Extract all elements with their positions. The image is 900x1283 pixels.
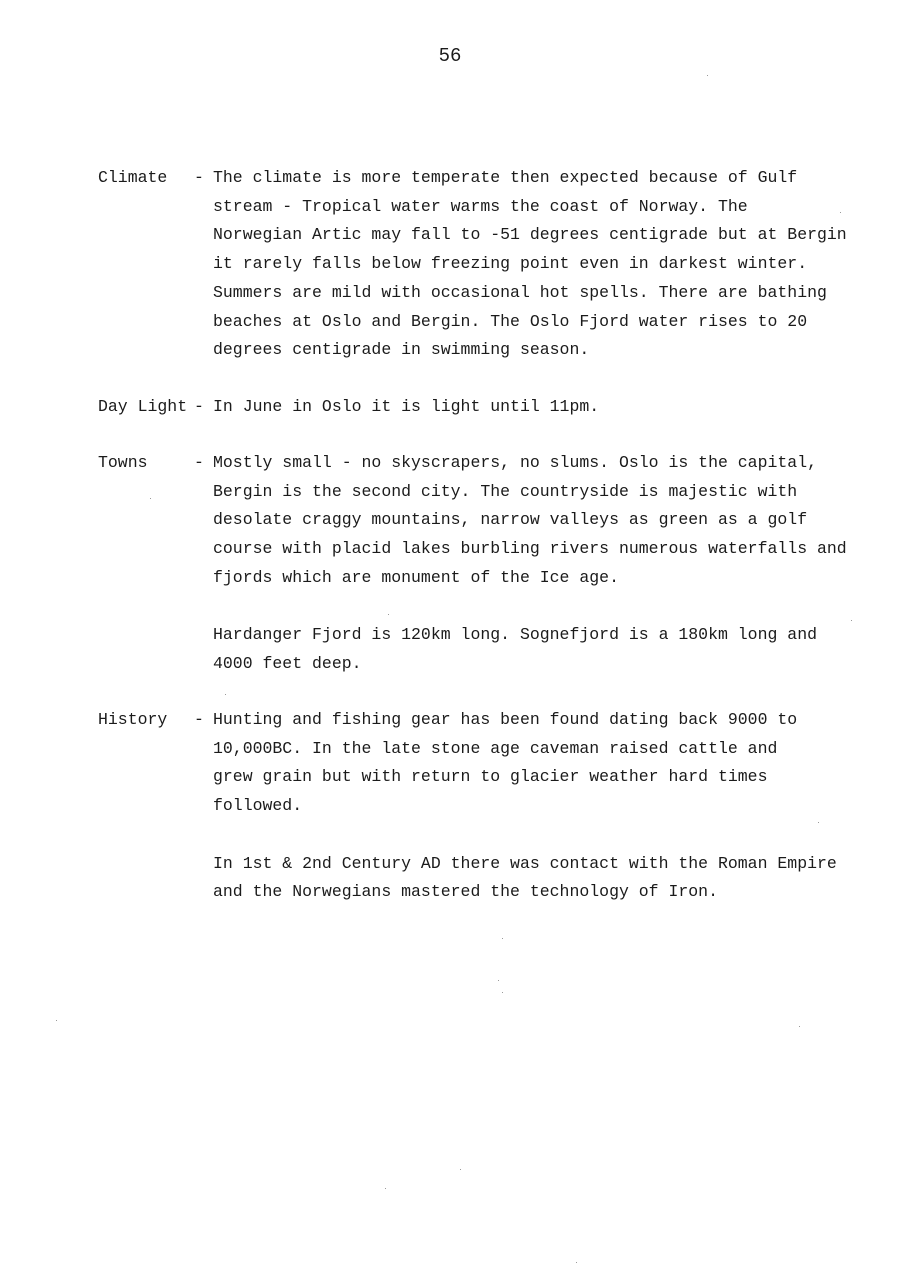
paragraph — [213, 449, 847, 593]
paragraph — [213, 850, 838, 907]
text-line: fjords which are monument of the Ice age. — [213, 567, 619, 587]
text-line: 10,000BC. In the late stone age caveman raised cattle and — [213, 738, 778, 758]
text-line: stream - Tropical water warms the coast of Norway. The — [213, 196, 748, 216]
page-number: 56 — [438, 45, 462, 67]
scan-speck — [150, 498, 151, 499]
scan-speck — [498, 980, 499, 981]
text-line: it rarely falls below freezing point even in darkest winter. — [213, 254, 808, 274]
text-line: Norwegian Artic may fall to -51 degrees centigrade but at Bergin — [213, 225, 847, 245]
text-line: followed. — [213, 796, 303, 816]
entry-dash: - — [194, 453, 204, 472]
text-line: grew grain but with return to glacier weather hard times — [213, 767, 768, 787]
text-line: Hardanger Fjord is 120km long. Sognefjord is a 180km long and — [213, 625, 817, 645]
scan-speck — [388, 614, 389, 615]
text-line: course with placid lakes burbling rivers numerous waterfalls and — [213, 539, 847, 559]
text-line: Mostly small - no skyscrapers, no slums. Oslo is the capital, — [213, 453, 817, 472]
text-line: In June in Oslo it is light until 11pm. — [213, 397, 600, 416]
text-line: 4000 feet deep. — [213, 653, 362, 673]
paragraph — [213, 706, 838, 821]
text-line: degrees centigrade in swimming season. — [213, 340, 590, 360]
entry-term: Towns — [98, 453, 148, 472]
text-line: Hunting and fishing gear has been found dating back 9000 to — [213, 710, 798, 729]
entry-term: Climate — [98, 168, 168, 187]
text-line: The climate is more temperate then expected because of Gulf — [213, 168, 798, 187]
entry-dash: - — [194, 397, 204, 416]
text-line: and the Norwegians mastered the technology of Iron. — [213, 882, 718, 902]
entry-body — [213, 164, 847, 365]
scan-speck — [225, 694, 226, 695]
text-line: beaches at Oslo and Bergin. The Oslo Fjord water rises to 20 — [213, 311, 808, 331]
paragraph — [213, 164, 847, 365]
scan-speck — [818, 822, 819, 823]
paragraph — [213, 621, 838, 678]
scan-speck — [502, 938, 503, 939]
entry-body — [213, 393, 838, 422]
scan-speck — [460, 1169, 461, 1170]
scan-speck — [502, 992, 503, 993]
paragraph — [213, 393, 838, 422]
scan-speck — [707, 75, 708, 76]
scan-speck — [385, 1188, 386, 1189]
text-line: In 1st & 2nd Century AD there was contact with the Roman Empire — [213, 853, 837, 873]
entry-body — [213, 706, 838, 907]
entry-dash: - — [194, 168, 204, 187]
entry-dash: - — [194, 710, 204, 729]
text-line: Bergin is the second city. The countryside is majestic with — [213, 481, 798, 501]
text-line: Summers are mild with occasional hot spells. There are bathing — [213, 282, 827, 302]
scan-speck — [840, 212, 841, 213]
scan-speck — [576, 1262, 577, 1263]
text-line: desolate craggy mountains, narrow valleys as green as a golf — [213, 510, 808, 530]
scan-speck — [851, 620, 852, 621]
scan-speck — [56, 1020, 57, 1021]
entry-term: History — [98, 710, 168, 729]
entry-body — [213, 449, 847, 679]
entry-term: Day Light — [98, 397, 188, 416]
scan-speck — [799, 1026, 800, 1027]
